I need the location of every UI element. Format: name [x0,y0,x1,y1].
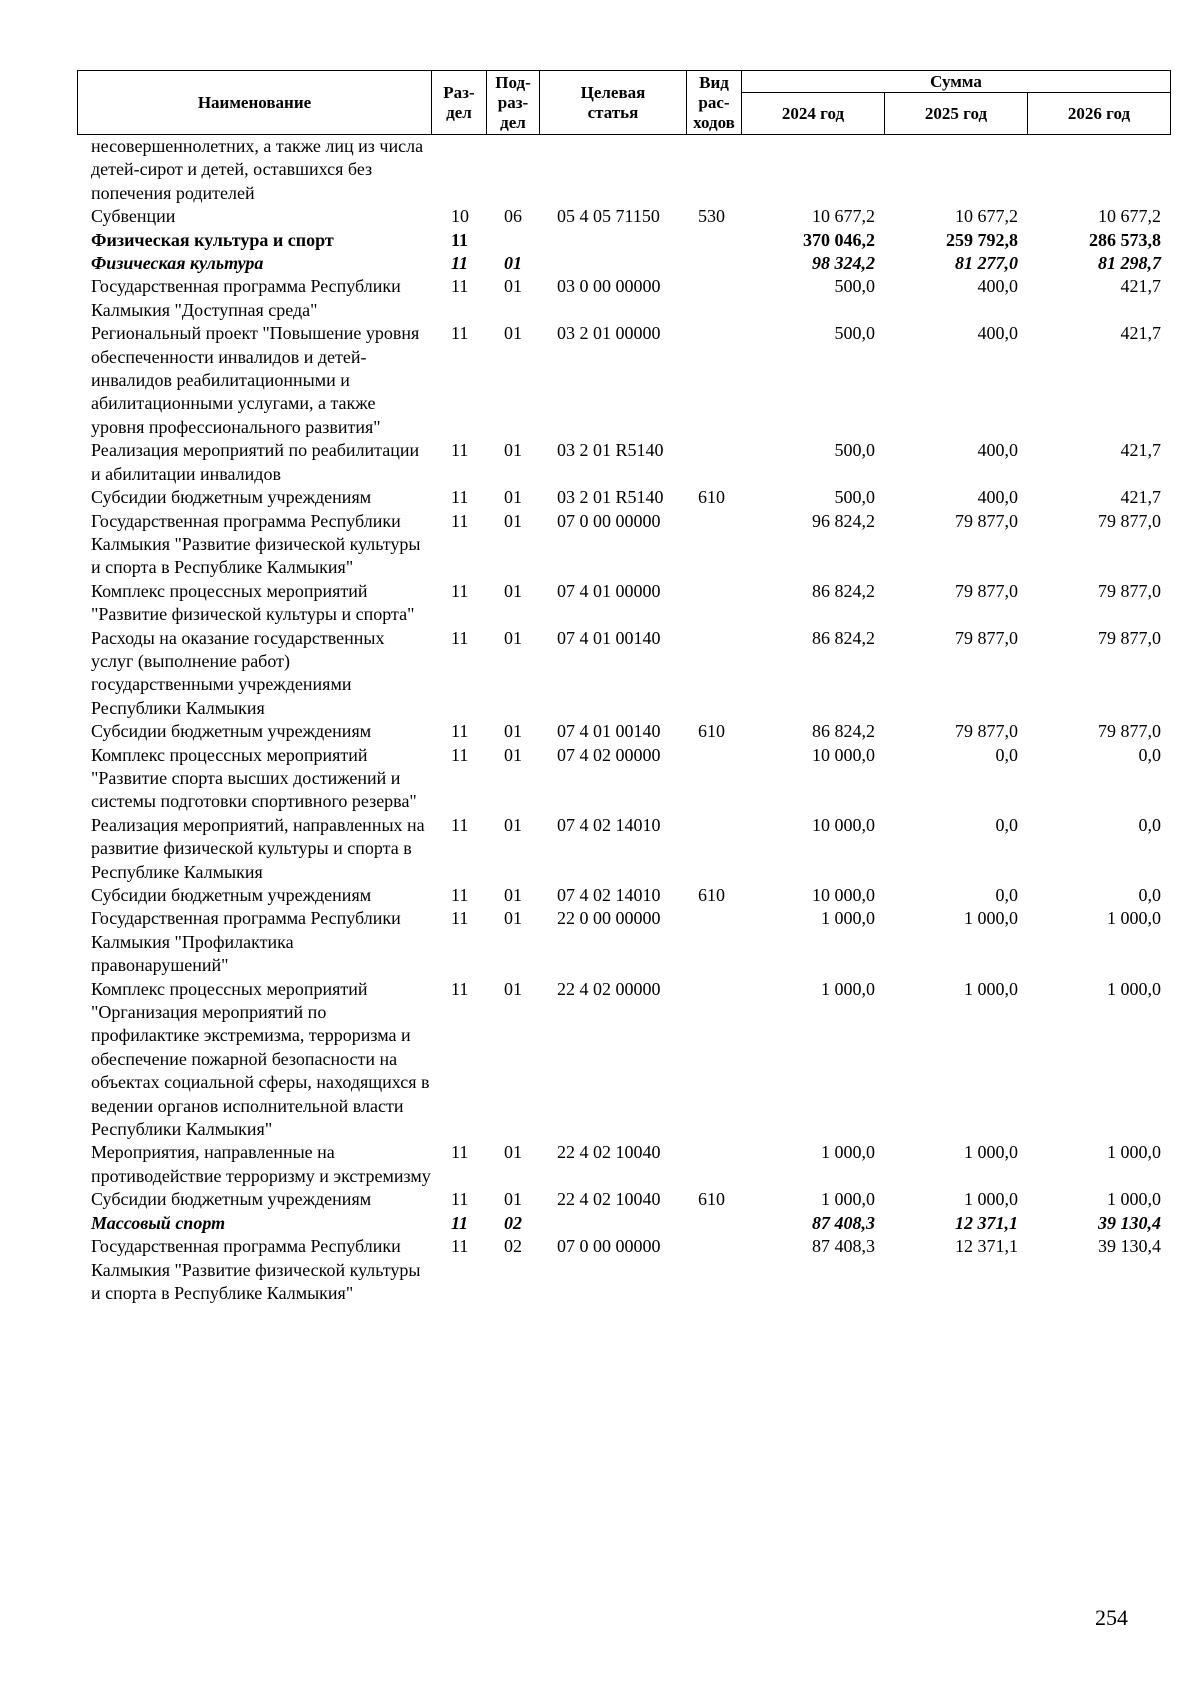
row-razdel: 11 [451,253,469,274]
row-sum-2024: 87 408,3 [812,1236,875,1257]
row-celevaya-statya: 05 4 05 71150 [557,206,660,227]
row-celevaya-statya [539,229,686,252]
row-podrazdel: 01 [504,1142,522,1163]
row-celevaya-statya: 07 4 02 14010 [557,885,661,905]
row-sum-2024: 96 824,2 [812,510,875,531]
row-vid-rashodov [686,907,741,977]
row-sum-2026: 10 677,2 [1098,206,1161,227]
row-name: несовершеннолетних, а также лиц из числа детей-сирот и детей, оставшихся без попечения родителей [91,136,424,203]
row-sum-2025: 1 000,0 [964,978,1018,999]
row-sum-2025: 79 877,0 [955,721,1018,742]
row-razdel: 11 [451,814,469,835]
row-vid-rashodov [686,252,741,275]
row-vid-rashodov [686,229,741,252]
row-vid-rashodov [686,439,741,486]
row-name: Государственная программа Республики Калмыкия "Профилактика правонарушений" [91,908,401,976]
row-name: Субсидии бюджетным учреждениям [91,721,372,742]
row-razdel: 10 [451,206,469,227]
table-row [77,1212,1170,1235]
row-razdel: 11 [451,1212,469,1233]
table-header [77,70,1171,135]
row-sum-2025: 79 877,0 [955,580,1018,601]
row-sum-2026: 39 130,4 [1098,1236,1161,1257]
row-celevaya-statya: 22 4 02 10040 [557,1189,661,1210]
row-sum-2025: 400,0 [977,323,1018,344]
row-sum-2026: 0,0 [1138,744,1161,765]
row-podrazdel: 01 [504,323,522,344]
row-name: Субсидии бюджетным учреждениям [91,885,372,905]
row-vid-rashodov [686,744,741,814]
table-row [77,744,1170,814]
row-celevaya-statya: 07 4 01 00140 [557,721,661,742]
row-vid-rashodov: 610 [698,885,725,905]
row-sum-2024: 10 000,0 [812,814,875,835]
row-sum-2026 [1027,135,1170,205]
row-sum-2026: 421,7 [1120,440,1161,461]
row-sum-2026: 1 000,0 [1107,1142,1161,1163]
row-sum-2025: 0,0 [995,885,1018,905]
row-sum-2026: 79 877,0 [1098,721,1161,742]
table-row [77,907,1170,977]
row-sum-2025: 0,0 [995,744,1018,765]
row-sum-2024: 500,0 [834,440,875,461]
header-year-2024: 2024 год [742,93,885,135]
row-razdel: 11 [451,580,469,601]
row-name: Государственная программа Республики Калмыкия "Развитие физической культуры и спорта в Республике Калмыкия" [91,510,421,578]
row-podrazdel: 02 [504,1212,522,1233]
row-podrazdel: 01 [504,580,522,601]
row-sum-2025: 12 371,1 [955,1212,1018,1233]
row-sum-2025: 79 877,0 [955,627,1018,648]
row-podrazdel: 01 [504,814,522,835]
row-name: Субсидии бюджетным учреждениям [91,487,372,508]
row-celevaya-statya: 22 4 02 10040 [557,1142,661,1163]
header-podrazdel: Под- раз- дел [487,71,540,135]
row-sum-2024: 500,0 [834,276,875,297]
row-vid-rashodov [686,135,741,205]
row-podrazdel: 01 [504,627,522,648]
table-row [77,1188,1170,1211]
table-row [77,978,1170,1142]
row-vid-rashodov [686,1141,741,1188]
row-sum-2026: 81 298,7 [1098,253,1161,274]
row-name: Региональный проект "Повышение уровня обеспеченности инвалидов и детей-инвалидов реабилитационными и абилитационными услугами, а также уровня профессионального развития" [91,323,420,437]
row-sum-2024 [741,135,884,205]
row-vid-rashodov [686,1212,741,1235]
row-sum-2026: 1 000,0 [1107,978,1161,999]
table-row [77,252,1170,275]
row-vid-rashodov: 530 [698,206,725,227]
row-sum-2024: 87 408,3 [812,1212,875,1233]
header-summa: Сумма [742,71,1171,93]
row-sum-2026: 0,0 [1138,814,1161,835]
row-razdel: 11 [451,885,469,905]
row-celevaya-statya [539,1212,686,1235]
row-name: Комплекс процессных мероприятий "Развитие физической культуры и спорта" [91,580,415,625]
row-sum-2025: 12 371,1 [955,1236,1018,1257]
row-sum-2024: 370 046,2 [803,229,875,250]
row-sum-2025: 1 000,0 [964,1142,1018,1163]
row-razdel: 11 [451,1142,469,1163]
row-sum-2024: 10 000,0 [812,744,875,765]
row-sum-2026: 421,7 [1120,276,1161,297]
row-sum-2025: 400,0 [977,440,1018,461]
row-celevaya-statya: 03 2 01 R5140 [557,440,664,461]
row-vid-rashodov [686,978,741,1142]
table-body [77,135,1170,1305]
row-celevaya-statya [539,252,686,275]
row-vid-rashodov [686,322,741,439]
row-name: Субсидии бюджетным учреждениям [91,1189,372,1210]
row-sum-2024: 86 824,2 [812,721,875,742]
table-row [77,205,1170,228]
row-sum-2024: 10 677,2 [812,206,875,227]
header-name: Наименование [78,71,432,135]
row-name: Мероприятия, направленные на противодействие терроризму и экстремизму [91,1142,431,1186]
row-celevaya-statya: 07 4 01 00000 [557,580,661,601]
row-celevaya-statya: 22 0 00 00000 [557,908,661,929]
page-number: 254 [1095,1605,1128,1630]
row-celevaya-statya: 07 0 00 00000 [557,510,661,531]
row-vid-rashodov [686,510,741,580]
row-name: Физическая культура и спорт [91,229,334,250]
row-sum-2025: 0,0 [995,814,1018,835]
row-celevaya-statya: 03 2 01 R5140 [557,487,664,508]
row-sum-2024: 500,0 [834,323,875,344]
row-vid-rashodov [686,275,741,322]
budget-table [77,70,1170,1305]
header-razdel: Раз- дел [432,71,487,135]
row-podrazdel [486,229,539,252]
row-sum-2024: 1 000,0 [821,1189,875,1210]
row-vid-rashodov [686,627,741,721]
row-razdel: 11 [451,276,469,297]
table-row [77,229,1170,252]
row-name: Физическая культура [91,253,264,274]
row-sum-2024: 10 000,0 [812,885,875,905]
row-razdel: 11 [451,440,469,461]
table-row [77,814,1170,884]
row-sum-2026: 1 000,0 [1107,908,1161,929]
row-sum-2026: 39 130,4 [1098,1212,1161,1233]
row-sum-2025: 79 877,0 [955,510,1018,531]
row-celevaya-statya: 07 4 02 00000 [557,744,661,765]
row-name: Комплекс процессных мероприятий "Организация мероприятий по профилактике экстремизма, терроризма и обеспечение пожарной безопасности на объектах социальной сферы, находящихся в ведении органов исполнительной власти Республики Калмыкия" [91,978,430,1140]
row-sum-2025: 81 277,0 [955,253,1018,274]
table-row [77,439,1170,486]
row-podrazdel: 06 [504,206,522,227]
header-vid-rashodov: Вид рас- ходов [687,71,742,135]
header-celevaya-statya: Целевая статья [540,71,687,135]
row-razdel: 11 [451,323,469,344]
row-sum-2024: 1 000,0 [821,1142,875,1163]
row-razdel: 11 [451,487,469,508]
row-razdel: 11 [451,229,469,250]
row-podrazdel: 01 [504,1189,522,1210]
table-row [77,1235,1170,1305]
header-year-2026: 2026 год [1028,93,1171,135]
row-podrazdel: 01 [504,510,522,531]
row-podrazdel: 01 [504,721,522,742]
row-sum-2024: 98 324,2 [812,253,875,274]
row-sum-2025: 1 000,0 [964,908,1018,929]
row-sum-2025: 259 792,8 [946,229,1018,250]
row-razdel: 11 [451,721,469,742]
row-razdel: 11 [451,1189,469,1210]
row-sum-2026: 1 000,0 [1107,1189,1161,1210]
row-razdel [431,135,486,205]
row-razdel: 11 [451,627,469,648]
row-vid-rashodov [686,1235,741,1305]
row-celevaya-statya: 22 4 02 00000 [557,978,661,999]
table-row [77,884,1170,907]
row-sum-2026: 286 573,8 [1089,229,1161,250]
row-razdel: 11 [451,978,469,999]
row-vid-rashodov [686,580,741,627]
table-row [77,1141,1170,1188]
row-podrazdel: 01 [504,908,522,929]
row-vid-rashodov: 610 [698,487,725,508]
row-name: Расходы на оказание государственных услуг (выполнение работ) государственными учреждениями Республики Калмыкия [91,627,385,718]
row-name: Комплекс процессных мероприятий "Развитие спорта высших достижений и системы подготовки спортивного резерва" [91,744,417,812]
row-sum-2025 [884,135,1027,205]
row-name: Реализация мероприятий по реабилитации и абилитации инвалидов [91,440,420,484]
row-name: Государственная программа Республики Калмыкия "Доступная среда" [91,276,401,320]
row-name: Субвенции [91,206,176,227]
table-row [77,486,1170,509]
row-sum-2024: 86 824,2 [812,580,875,601]
row-podrazdel: 01 [504,440,522,461]
row-celevaya-statya: 03 0 00 00000 [557,276,661,297]
table-row [77,627,1170,721]
row-podrazdel: 01 [504,276,522,297]
table-row [77,720,1170,743]
row-sum-2025: 400,0 [977,487,1018,508]
row-name: Массовый спорт [91,1212,226,1233]
row-name: Реализация мероприятий, направленных на развитие физической культуры и спорта в Республике Калмыкия [91,814,425,882]
table-row [77,275,1170,322]
row-podrazdel: 01 [504,978,522,999]
row-sum-2026: 421,7 [1120,487,1161,508]
row-vid-rashodov: 610 [698,1189,725,1210]
table-row [77,322,1170,439]
row-sum-2026: 79 877,0 [1098,627,1161,648]
table-row [77,510,1170,580]
row-razdel: 11 [451,908,469,929]
row-sum-2025: 1 000,0 [964,1189,1018,1210]
row-sum-2026: 79 877,0 [1098,580,1161,601]
row-podrazdel: 01 [504,253,522,274]
row-razdel: 11 [451,1236,469,1257]
table-row [77,135,1170,205]
row-podrazdel: 01 [504,744,522,765]
row-sum-2026: 421,7 [1120,323,1161,344]
row-sum-2026: 79 877,0 [1098,510,1161,531]
row-vid-rashodov [686,814,741,884]
row-celevaya-statya: 07 4 01 00140 [557,627,661,648]
row-celevaya-statya: 03 2 01 00000 [557,323,661,344]
row-name: Государственная программа Республики Калмыкия "Развитие физической культуры и спорта в Республике Калмыкия" [91,1236,421,1303]
table-row [77,580,1170,627]
header-year-2025: 2025 год [885,93,1028,135]
row-sum-2025: 10 677,2 [955,206,1018,227]
row-sum-2024: 86 824,2 [812,627,875,648]
row-podrazdel: 01 [504,487,522,508]
row-celevaya-statya: 07 0 00 00000 [557,1236,661,1257]
row-sum-2024: 500,0 [834,487,875,508]
row-celevaya-statya [539,135,686,205]
row-podrazdel [486,135,539,205]
row-podrazdel: 02 [504,1236,522,1257]
row-celevaya-statya: 07 4 02 14010 [557,814,661,835]
row-razdel: 11 [451,744,469,765]
row-razdel: 11 [451,510,469,531]
row-sum-2024: 1 000,0 [821,978,875,999]
row-sum-2025: 400,0 [977,276,1018,297]
row-vid-rashodov: 610 [698,721,725,742]
row-sum-2026: 0,0 [1138,885,1161,905]
row-podrazdel: 01 [504,885,522,905]
row-sum-2024: 1 000,0 [821,908,875,929]
